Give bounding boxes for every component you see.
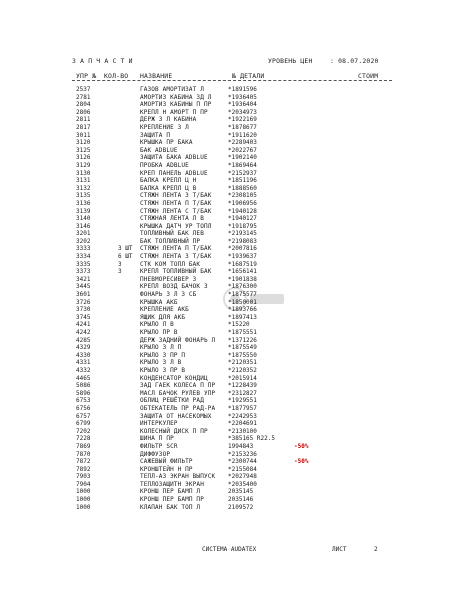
name-cell: СТЯЖН ЛЕНТА З Т/БАК (140, 192, 212, 200)
name-cell: ТЕПЛОЗАЩИТН ЭКРАН (140, 480, 204, 488)
qty-cell: 3 (118, 268, 122, 276)
part-number-cell: *1939637 (228, 253, 257, 261)
upr-cell: 3601 (76, 291, 91, 299)
name-cell: ЗАД ГАЕК КОЛЕСА П ПР (140, 382, 216, 390)
upr-cell: 6757 (76, 412, 91, 420)
upr-cell: 3335 (76, 260, 91, 268)
upr-cell: 2817 (76, 123, 91, 131)
name-cell: СТЯЖН ЛЕНТА С Т/БАК (140, 207, 212, 215)
upr-cell: 3445 (76, 283, 91, 291)
upr-cell: 2804 (76, 101, 91, 109)
name-cell: КОЛЕСНЫЙ ДИСК П ПР (140, 427, 208, 435)
name-cell: ФОНАРЬ З Л З СБ (140, 291, 197, 299)
table-row (0, 268, 464, 276)
upr-cell: 7872 (76, 458, 91, 466)
upr-cell: 1000 (76, 496, 91, 504)
qty-cell: 3 ШТ (118, 245, 133, 253)
part-number-cell: *2242953 (228, 412, 257, 420)
upr-cell: 4242 (76, 329, 91, 336)
table-row (0, 154, 464, 162)
name-cell: ФИЛЬТР SCR (140, 442, 178, 450)
table-row (0, 109, 464, 117)
upr-cell: 2811 (76, 116, 91, 124)
column-header-price: СТОИМ (358, 72, 379, 80)
table-row (0, 466, 464, 474)
table-row (0, 215, 464, 223)
table-row (0, 132, 464, 140)
upr-cell: 3139 (76, 207, 91, 215)
upr-cell: 4465 (76, 374, 91, 382)
part-number-cell: *2193145 (228, 230, 257, 238)
upr-cell: 7904 (76, 480, 91, 488)
name-cell: КРЫЛО З Л П (140, 344, 182, 352)
part-number-cell: 2035145 (228, 488, 254, 496)
upr-cell: 4330 (76, 351, 91, 359)
upr-cell: 4241 (76, 321, 91, 329)
name-cell: БАЛКА КРЕПЛ Ц Н (140, 177, 197, 185)
part-number-cell: *1936405 (228, 93, 257, 101)
upr-cell: 5896 (76, 389, 91, 397)
upr-cell: 3202 (76, 237, 91, 245)
footer-system: СИСТЕМА AUDATEX (202, 546, 257, 553)
upr-cell: 3373 (76, 268, 91, 276)
table-row (0, 94, 464, 102)
table-row (0, 458, 464, 466)
name-cell: ТЕПЛ-АЗ ЭКРАН ВЫПУСК (140, 473, 216, 481)
table-row (0, 147, 464, 155)
name-cell: ЗАЩИТА П (140, 131, 171, 139)
part-number-cell: *2198083 (228, 237, 257, 245)
name-cell: КРЕПЛ Н АМОРТ П ПР (140, 108, 208, 116)
name-cell: ОБТЕКАТЕЛЬ ПР РАД-РА (140, 404, 216, 412)
upr-cell: 5086 (76, 382, 91, 390)
part-number-cell: *2130100 (228, 427, 257, 435)
table-row (0, 321, 464, 329)
name-cell: АМОРТИЗ КАБИНЫ П ПР (140, 101, 212, 109)
name-cell: КРОНШ ПЕР БАМП Л (140, 488, 201, 496)
upr-cell: 4329 (76, 344, 91, 352)
part-number-cell: *1850001 (228, 298, 257, 306)
discount-cell: -50% (294, 442, 309, 450)
column-header-part: № ДЕТАЛИ (232, 72, 265, 80)
upr-cell: 4285 (76, 336, 91, 344)
column-header-upr: УПР № (76, 72, 97, 80)
upr-cell: 1000 (76, 503, 91, 511)
table-row (0, 185, 464, 193)
upr-cell: 3726 (76, 298, 91, 306)
name-cell: СТЯЖН ЛЕНТА З Т/БАК (140, 253, 212, 261)
upr-cell: 3140 (76, 215, 91, 223)
upr-cell: 3201 (76, 230, 91, 238)
name-cell: ДЕРЖ ЗАДНИЙ ФОНАРЬ Л (140, 336, 216, 344)
table-row (0, 124, 464, 132)
upr-cell: 7228 (76, 435, 91, 443)
part-number-cell: *2155084 (228, 465, 257, 473)
document-date: : 08.07.2020 (330, 57, 379, 65)
part-number-cell: 2109572 (228, 503, 254, 511)
table-row (0, 443, 464, 451)
upr-cell: 3421 (76, 275, 91, 283)
name-cell: ОБЛИЦ РЕШЁТКИ РАД (140, 397, 204, 405)
part-number-cell: 2035146 (228, 496, 254, 504)
name-cell: КРЫЛО З ПР П (140, 351, 186, 359)
name-cell: ЗАЩИТА ОТ НАСЕКОМЫХ (140, 412, 212, 420)
name-cell: ЯЩИК ДЛЯ АКБ (140, 313, 186, 321)
name-cell: ДЕРЖ З Л КАБИНА (140, 116, 197, 124)
name-cell: КЛАПАН БАК ТОП Л (140, 503, 201, 511)
table-row (0, 276, 464, 284)
name-cell: СТЯЖНАЯ ЛЕНТА Л В (140, 215, 204, 223)
upr-cell: 3131 (76, 177, 91, 185)
name-cell: ТОПЛИВНЫЙ БАК ЛЕВ (140, 230, 204, 238)
part-number-cell: *1656141 (228, 268, 257, 276)
part-number-cell: *1851196 (228, 177, 257, 185)
part-number-cell: *1922169 (228, 116, 257, 124)
upr-cell: 3136 (76, 199, 91, 207)
part-number-cell: *1875549 (228, 344, 257, 352)
name-cell: КРЕПЛЕНИЕ АКБ (140, 306, 189, 314)
table-row (0, 413, 464, 421)
part-number-cell: *2300744 (228, 458, 257, 466)
part-number-cell: *1936404 (228, 101, 257, 109)
part-number-cell: *1875551 (228, 329, 257, 336)
name-cell: КРОНШТЕЙН Н ПР (140, 465, 193, 473)
upr-cell: 3146 (76, 222, 91, 230)
part-number-cell: *1877957 (228, 404, 257, 412)
upr-cell: 3745 (76, 313, 91, 321)
name-cell: ШИНА П ПР (140, 435, 174, 443)
table-row (0, 435, 464, 443)
part-number-cell: *1918795 (228, 222, 257, 230)
table-row (0, 397, 464, 405)
upr-cell: 2537 (76, 86, 91, 93)
part-number-cell: *1371226 (228, 336, 257, 344)
name-cell: КОНДЕНСАТОР КОНДИЦ (140, 374, 208, 382)
name-cell: БАК ТОПЛИВНЫЙ ПР (140, 237, 201, 245)
footer-sheet-number: 2 (374, 546, 378, 553)
part-number-cell: *1891596 (228, 86, 257, 93)
upr-cell: 4331 (76, 359, 91, 367)
part-number-cell: *2022767 (228, 146, 257, 154)
upr-cell: 3130 (76, 169, 91, 177)
part-number-cell: *1901838 (228, 275, 257, 283)
table-row (0, 139, 464, 147)
table-row (0, 101, 464, 109)
header-divider (72, 80, 392, 81)
name-cell: КРЫЛО З Л В (140, 359, 182, 367)
part-number-cell: *385165 R22.5 (228, 435, 275, 443)
table-row (0, 488, 464, 496)
table-row (0, 223, 464, 231)
part-number-cell: *2312827 (228, 389, 257, 397)
part-number-cell: *1906956 (228, 199, 257, 207)
upr-cell: 3135 (76, 192, 91, 200)
watermark-logo (222, 286, 286, 312)
table-row (0, 162, 464, 170)
name-cell: ДИФФУЗОР (140, 450, 171, 458)
part-number-cell: 1994843 (228, 442, 254, 450)
table-row (0, 375, 464, 383)
part-number-cell: *1940127 (228, 215, 257, 223)
name-cell: БАК ADBLUE (140, 146, 178, 154)
upr-cell: 7869 (76, 442, 91, 450)
name-cell: КРЫШКА АКБ (140, 298, 178, 306)
part-number-cell: *1687519 (228, 260, 257, 268)
upr-cell: 7202 (76, 427, 91, 435)
column-header-qty: КОЛ-ВО (104, 72, 129, 80)
upr-cell: 6756 (76, 404, 91, 412)
part-number-cell: *2027948 (228, 473, 257, 481)
upr-cell: 3126 (76, 154, 91, 162)
table-row (0, 177, 464, 185)
part-number-cell: *1876300 (228, 283, 257, 291)
part-number-cell: *2204691 (228, 420, 257, 428)
part-number-cell: *1897413 (228, 313, 257, 321)
name-cell: СТК КОМ ТОПЛ БАК (140, 260, 201, 268)
part-number-cell: *2152937 (228, 169, 257, 177)
part-number-cell: *2153236 (228, 450, 257, 458)
table-row (0, 428, 464, 436)
part-number-cell: *1875550 (228, 351, 257, 359)
upr-cell: 3120 (76, 139, 91, 147)
name-cell: БАЛКА КРЕПЛ Ц В (140, 184, 197, 192)
part-number-cell: *1878677 (228, 123, 257, 131)
upr-cell: 3011 (76, 131, 91, 139)
footer-sheet-label: ЛИСТ (332, 546, 347, 553)
table-row (0, 238, 464, 246)
part-number-cell: *2034973 (228, 108, 257, 116)
table-row (0, 390, 464, 398)
table-row (0, 359, 464, 367)
table-row (0, 367, 464, 375)
upr-cell: 6753 (76, 397, 91, 405)
part-number-cell: *1940128 (228, 207, 257, 215)
upr-cell: 1000 (76, 488, 91, 496)
name-cell: КРЫШКА ДАТЧ УР ТОПЛ (140, 222, 212, 230)
upr-cell: 7870 (76, 450, 91, 458)
name-cell: СТЯЖН ЛЕНТА П Т/БАК (140, 199, 212, 207)
part-number-cell: *1893766 (228, 306, 257, 314)
part-number-cell: *15220 (228, 321, 250, 329)
qty-cell: 3 (118, 260, 122, 268)
part-number-cell: *1875577 (228, 291, 257, 299)
part-number-cell: *2120351 (228, 359, 257, 367)
table-row (0, 170, 464, 178)
name-cell: ЗАЩИТА БАКА ADBLUE (140, 154, 208, 162)
name-cell: ГАЗОВ АМОРТИЗАТ Л (140, 86, 204, 93)
table-row (0, 473, 464, 481)
name-cell: СТЯЖН ЛЕНТА П Т/БАК (140, 245, 212, 253)
discount-cell: -50% (294, 458, 309, 466)
upr-cell: 3125 (76, 146, 91, 154)
part-number-cell: *1902140 (228, 154, 257, 162)
upr-cell: 3334 (76, 253, 91, 261)
name-cell: КРЕПЛ ВОЗД БАЧОК З (140, 283, 208, 291)
upr-cell: 3129 (76, 161, 91, 169)
upr-cell: 3730 (76, 306, 91, 314)
table-row (0, 116, 464, 124)
table-row (0, 86, 464, 94)
name-cell: КРЕПЛЕНИЕ З Л (140, 123, 189, 131)
part-number-cell: *2308105 (228, 192, 257, 200)
price-level-label: УРОВЕНЬ ЦЕН (268, 57, 313, 65)
upr-cell: 2781 (76, 93, 91, 101)
name-cell: ИНТЕРКУЛЕР (140, 420, 178, 428)
upr-cell: 3132 (76, 184, 91, 192)
table-row (0, 496, 464, 504)
name-cell: КРОНШ ПЕР БАМП ПР (140, 496, 204, 504)
part-number-cell: *2289403 (228, 139, 257, 147)
name-cell: КРЫЛО ПР В (140, 329, 178, 336)
table-row (0, 481, 464, 489)
qty-cell: 6 ШТ (118, 253, 133, 261)
table-row (0, 314, 464, 322)
part-number-cell: *1888560 (228, 184, 257, 192)
table-row (0, 451, 464, 459)
part-number-cell: *2035400 (228, 480, 257, 488)
name-cell: ПНЕВМОРЕСИВЕР З (140, 275, 197, 283)
name-cell: ПРОБКА ADBLUE (140, 161, 189, 169)
part-number-cell: *2015914 (228, 374, 257, 382)
name-cell: КРЕП ПАНЕЛЬ ADBLUE (140, 169, 208, 177)
name-cell: АМОРТИЗ КАБИНА ЗД Л (140, 93, 212, 101)
upr-cell: 2806 (76, 108, 91, 116)
part-number-cell: *2007816 (228, 245, 257, 253)
name-cell: САЖЕВЫЙ ФИЛЬТР (140, 458, 193, 466)
upr-cell: 6799 (76, 420, 91, 428)
upr-cell: 7903 (76, 473, 91, 481)
document-title: З А П Ч А С Т И (72, 57, 133, 65)
table-row (0, 261, 464, 269)
table-row (0, 405, 464, 413)
table-row (0, 192, 464, 200)
table-row (0, 245, 464, 253)
column-header-name: НАЗВАНИЕ (140, 72, 173, 80)
table-row (0, 253, 464, 261)
table-row (0, 230, 464, 238)
table-row (0, 382, 464, 390)
name-cell: КРЫЛО Л В (140, 321, 174, 329)
table-row (0, 504, 464, 512)
table-row (0, 420, 464, 428)
table-row (0, 208, 464, 216)
part-number-cell: *1911620 (228, 131, 257, 139)
table-row (0, 329, 464, 337)
upr-cell: 7892 (76, 465, 91, 473)
part-number-cell: *1228439 (228, 382, 257, 390)
table-row (0, 344, 464, 352)
upr-cell: 4332 (76, 366, 91, 374)
table-row (0, 352, 464, 360)
part-number-cell: *2120352 (228, 366, 257, 374)
name-cell: КРЫШКА ПР БАКА (140, 139, 193, 147)
part-number-cell: *1929551 (228, 397, 257, 405)
table-row (0, 200, 464, 208)
table-row (0, 337, 464, 345)
upr-cell: 3333 (76, 245, 91, 253)
name-cell: КРЕПЛ ТОПЛИВНЫЙ БАК (140, 268, 212, 276)
name-cell: МАСЛ БАЧОК РУЛЕВ УПР (140, 389, 216, 397)
name-cell: КРЫЛО З ПР В (140, 366, 186, 374)
part-number-cell: *1869464 (228, 161, 257, 169)
